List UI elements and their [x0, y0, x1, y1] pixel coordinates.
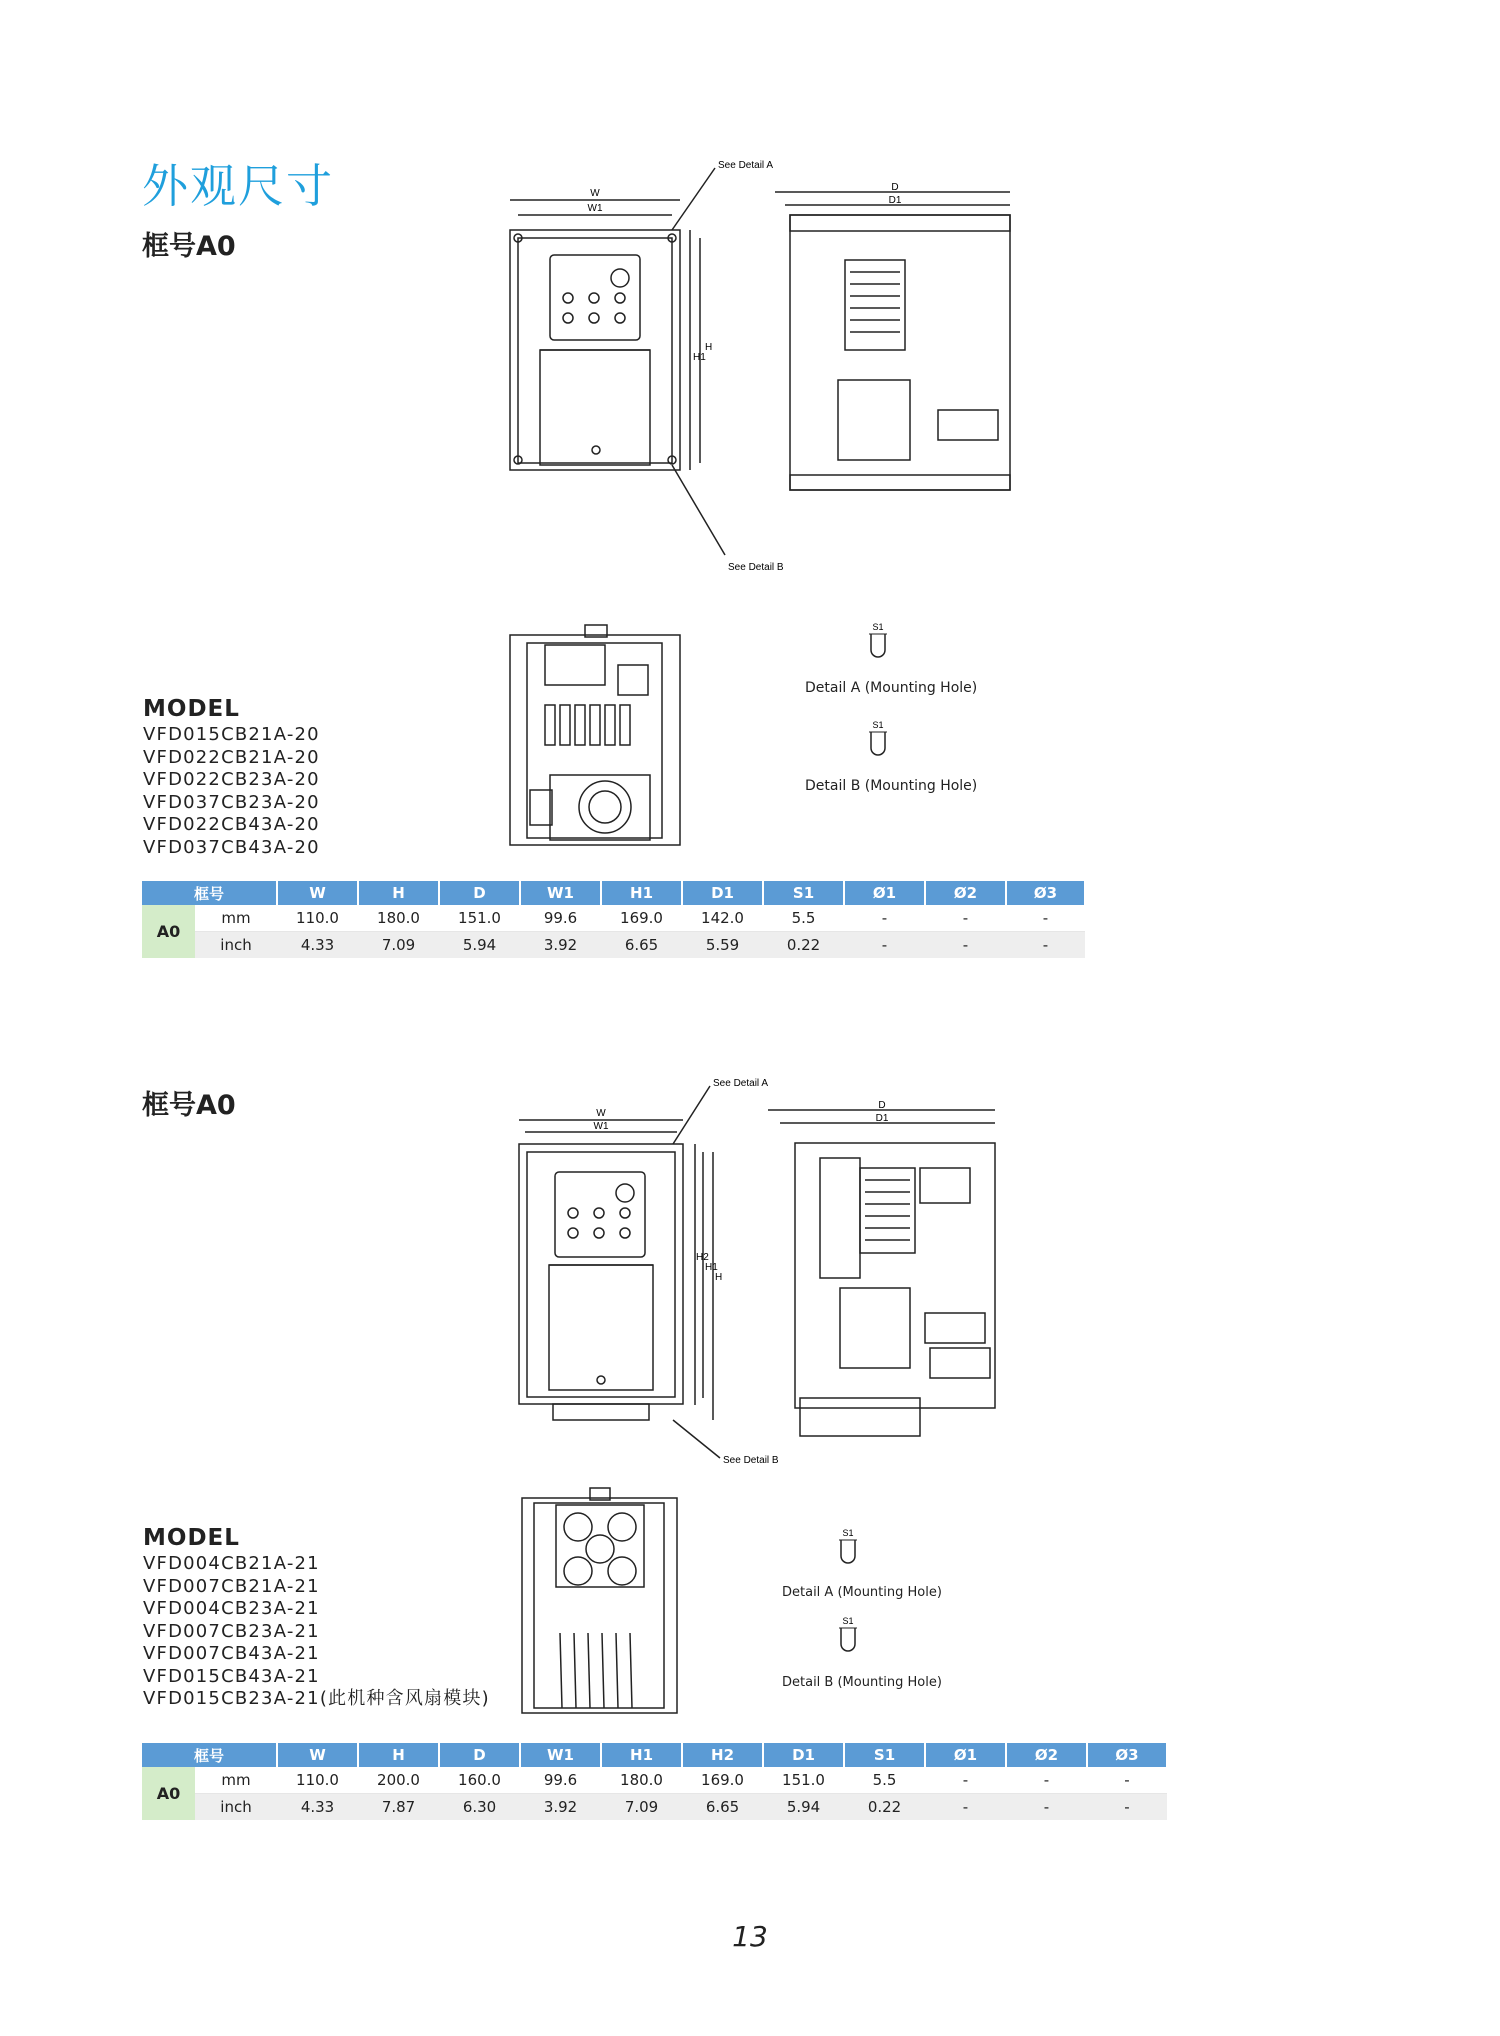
bottom-housing-outline [522, 1498, 677, 1713]
frame-cell: A0 [142, 905, 195, 958]
dim-label-s1: S1 [872, 622, 884, 632]
table-cell: 4.33 [277, 1794, 358, 1821]
table-cell: - [925, 932, 1006, 959]
see-detail-b-label: See Detail B [723, 1455, 779, 1466]
table-header-cell: D [439, 881, 520, 905]
table-header-cell: S1 [763, 881, 844, 905]
table-cell: 6.65 [601, 932, 682, 959]
table-cell: 99.6 [520, 905, 601, 932]
table-cell: 5.94 [439, 932, 520, 959]
table-header-cell: 框号 [142, 881, 277, 905]
table-header-cell: H1 [601, 881, 682, 905]
dial-outline [611, 269, 629, 287]
page-title: 外观尺寸 [142, 159, 334, 213]
model-item: VFD004CB21A-21 [143, 1553, 320, 1574]
table-header-cell: W1 [520, 1743, 601, 1767]
mounting-hole-b-drawing-1 [865, 718, 891, 768]
table-header-cell: W [277, 881, 358, 905]
table-cell: 5.94 [763, 1794, 844, 1821]
unit-cell: inch [195, 932, 277, 959]
table-header-cell: H1 [601, 1743, 682, 1767]
table-cell: - [844, 932, 925, 959]
table-row [142, 1794, 1167, 1821]
dim-label-d: D [878, 1100, 886, 1111]
mounting-hole-b-drawing-2 [835, 1614, 861, 1664]
table-row [142, 932, 1085, 959]
model-item: VFD015CB23A-21(此机种含风扇模块) [143, 1688, 490, 1709]
table-header-cell: Ø3 [1006, 881, 1085, 905]
table-cell: 4.33 [277, 932, 358, 959]
model-item: VFD022CB21A-20 [143, 746, 320, 768]
table-cell: 99.6 [520, 1767, 601, 1794]
bottom-housing-outline [510, 635, 680, 845]
mounting-hole-a-drawing-2 [835, 1526, 861, 1576]
table-cell: - [1006, 1767, 1087, 1794]
table-cell: - [925, 905, 1006, 932]
see-detail-a-label: See Detail A [718, 160, 774, 171]
mounting-hole-a-drawing-1 [865, 620, 891, 670]
front-view-drawing-1 [500, 160, 784, 580]
unit-cell: mm [195, 905, 277, 932]
fan-box-outline [550, 775, 650, 840]
table-header-cell: Ø1 [844, 881, 925, 905]
table-cell: 151.0 [439, 905, 520, 932]
table-header-cell: H [358, 1743, 439, 1767]
table-header-cell: H2 [682, 1743, 763, 1767]
detail-b-label-1: Detail B (Mounting Hole) [805, 778, 978, 794]
table-header-cell: D1 [763, 1743, 844, 1767]
table-cell: - [925, 1767, 1006, 1794]
model-item: VFD022CB23A-20 [143, 769, 320, 790]
table-header-cell: Ø1 [925, 1743, 1006, 1767]
model-list-1 [143, 724, 320, 859]
table-cell: 5.5 [763, 905, 844, 932]
side-view-drawing-2 [760, 1098, 1010, 1438]
model-item: VFD015CB43A-21 [143, 1665, 320, 1687]
table-row [142, 905, 1085, 932]
table-cell: 169.0 [682, 1767, 763, 1794]
model-item: VFD037CB43A-20 [143, 836, 320, 858]
table-cell: 7.09 [601, 1794, 682, 1821]
dim-label-d: D [891, 182, 899, 193]
table-cell: 200.0 [358, 1767, 439, 1794]
dim-label-w1: W1 [587, 203, 603, 214]
model-item: VFD022CB43A-20 [143, 814, 320, 835]
table-cell: 5.5 [844, 1767, 925, 1794]
table-cell: 151.0 [763, 1767, 844, 1794]
terminal-block-outline [556, 1505, 644, 1587]
table-cell: - [1006, 905, 1085, 932]
bottom-view-drawing-1 [505, 615, 695, 855]
table-header-cell: Ø2 [925, 881, 1006, 905]
model-item: VFD015CB21A-20 [143, 724, 320, 745]
table-header-cell: D1 [682, 881, 763, 905]
table-cell: - [1087, 1794, 1167, 1821]
table-cell: - [1006, 1794, 1087, 1821]
see-detail-a-label: See Detail A [713, 1078, 769, 1089]
fan-outline [579, 781, 631, 833]
dim-label-d1: D1 [875, 1113, 889, 1124]
table-cell: 6.65 [682, 1794, 763, 1821]
side-vent-outline [845, 260, 905, 350]
dimension-table-1 [142, 881, 1086, 958]
model-heading-2: MODEL [143, 1525, 240, 1551]
table-cell: 169.0 [601, 905, 682, 932]
model-item: VFD007CB23A-21 [143, 1620, 320, 1642]
model-item: VFD007CB43A-21 [143, 1643, 320, 1664]
unit-cell: mm [195, 1767, 277, 1794]
table-cell: 110.0 [277, 1767, 358, 1794]
table-header-row [142, 881, 1085, 905]
table-header-cell: Ø3 [1087, 1743, 1167, 1767]
dim-label-h: H [705, 342, 713, 353]
dim-label-w: W [596, 1108, 606, 1119]
detail-a-label-1: Detail A (Mounting Hole) [805, 680, 978, 696]
front-housing-outline [519, 1144, 683, 1404]
table-cell: 110.0 [277, 905, 358, 932]
table-cell: 5.59 [682, 932, 763, 959]
table-cell: 3.92 [520, 932, 601, 959]
frame-title-1: 框号A0 [142, 231, 236, 262]
side-housing-outline [790, 215, 1010, 490]
table-cell: - [1087, 1767, 1167, 1794]
model-list-2 [143, 1553, 490, 1711]
table-cell: - [1006, 932, 1085, 959]
dim-label-s1: S1 [842, 1528, 854, 1538]
front-view-drawing-2 [505, 1078, 779, 1480]
table-header-cell: S1 [844, 1743, 925, 1767]
detail-a-label-2: Detail A (Mounting Hole) [782, 1585, 942, 1600]
unit-cell: inch [195, 1794, 277, 1821]
bottom-view-drawing-2 [512, 1483, 692, 1723]
detail-b-label-2: Detail B (Mounting Hole) [782, 1675, 942, 1690]
table-cell: 6.30 [439, 1794, 520, 1821]
dim-label-w: W [590, 188, 600, 199]
table-header-cell: 框号 [142, 1743, 277, 1767]
table-cell: 0.22 [844, 1794, 925, 1821]
table-cell: 3.92 [520, 1794, 601, 1821]
table-cell: - [925, 1794, 1006, 1821]
page-number: 13 [732, 1920, 768, 1953]
side-view-drawing-1 [770, 180, 1020, 520]
table-cell: 160.0 [439, 1767, 520, 1794]
table-header-cell: D [439, 1743, 520, 1767]
model-heading-1: MODEL [143, 696, 240, 722]
dim-label-h1: H1 [693, 352, 706, 363]
table-header-row [142, 1743, 1167, 1767]
table-cell: 0.22 [763, 932, 844, 959]
model-item: VFD007CB21A-21 [143, 1575, 320, 1597]
dim-label-w1: W1 [593, 1121, 609, 1132]
table-header-cell: W [277, 1743, 358, 1767]
dim-label-h1: H1 [705, 1262, 718, 1273]
table-row [142, 1767, 1167, 1794]
model-item: VFD004CB23A-21 [143, 1598, 320, 1619]
frame-cell: A0 [142, 1767, 195, 1820]
table-cell: 180.0 [601, 1767, 682, 1794]
model-item: VFD037CB23A-20 [143, 791, 320, 813]
table-cell: 7.09 [358, 932, 439, 959]
see-detail-b-label: See Detail B [728, 562, 784, 573]
dim-label-s1-b: S1 [842, 1616, 854, 1626]
dim-label-h2: H2 [696, 1252, 709, 1263]
table-cell: 7.87 [358, 1794, 439, 1821]
table-header-cell: H [358, 881, 439, 905]
table-cell: - [844, 905, 925, 932]
dimension-table-2 [142, 1743, 1168, 1820]
table-header-cell: W1 [520, 881, 601, 905]
table-cell: 180.0 [358, 905, 439, 932]
dim-label-s1-b: S1 [872, 720, 884, 730]
table-header-cell: Ø2 [1006, 1743, 1087, 1767]
table-cell: 142.0 [682, 905, 763, 932]
dim-label-h: H [715, 1272, 723, 1283]
dim-label-d1: D1 [888, 195, 902, 206]
frame-title-2: 框号A0 [142, 1090, 236, 1121]
